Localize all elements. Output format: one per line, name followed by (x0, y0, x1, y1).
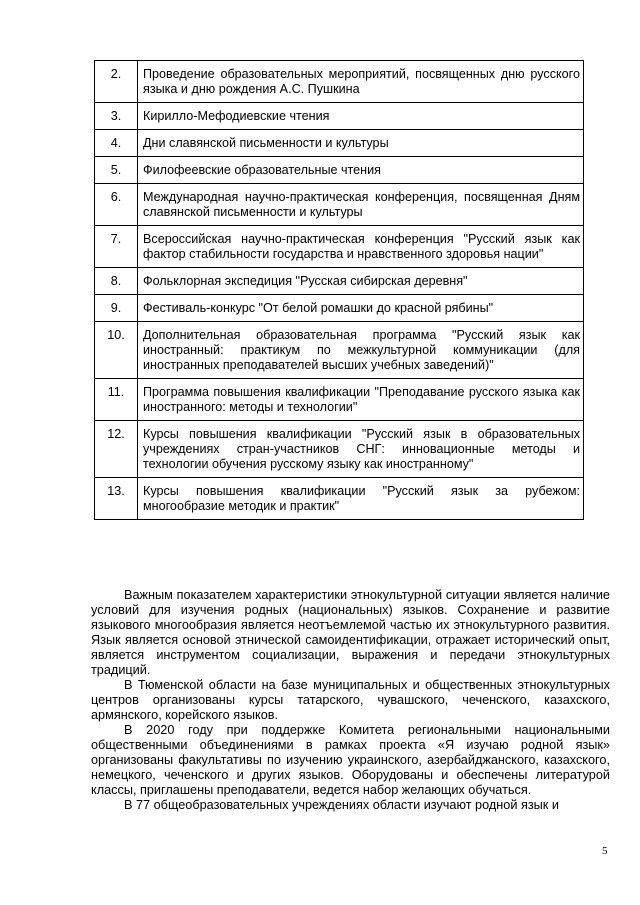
row-number: 10. (95, 322, 138, 379)
table-row (95, 184, 584, 226)
body-text (91, 588, 610, 813)
row-number: 7. (95, 226, 138, 268)
paragraph: В 2020 году при поддержке Комитета региональными национальными общественными объединениями в рамках проекта «Я изучаю родной язык» организованы факультативы по изучению украинского, азербайджанского, казахского, немецкого, чеченского и других языков. Оборудованы и обеспечены литературой классы, приглашены преподаватели, ведется набор желающих обучаться. (91, 723, 610, 797)
events-table (94, 60, 584, 520)
table-row (95, 268, 584, 295)
row-number: 6. (95, 184, 138, 226)
table-row (95, 130, 584, 157)
row-text: Курсы повышения квалификации "Русский язык за рубежом: многообразие методик и практик" (138, 478, 584, 520)
row-text: Международная научно-практическая конференция, посвященная Дням славянской письменности и культуры (138, 184, 584, 226)
paragraph: В Тюменской области на базе муниципальных и общественных этнокультурных центров организованы курсы татарского, чувашского, чеченского, казахского, армянского, корейского языков. (91, 678, 610, 722)
table-row (95, 421, 584, 478)
row-text: Кирилло-Мефодиевские чтения (138, 103, 584, 130)
paragraph: В 77 общеобразовательных учреждениях области изучают родной язык и (124, 798, 559, 812)
row-text: Курсы повышения квалификации "Русский язык в образовательных учреждениях стран-участников СНГ: инновационные методы и технологии обучения русскому языку как иностранному" (138, 421, 584, 478)
row-text: Программа повышения квалификации "Преподавание русского языка как иностранного: методы и технологии" (138, 379, 584, 421)
table-row (95, 226, 584, 268)
table-row (95, 379, 584, 421)
table-row (95, 295, 584, 322)
paragraph: Важным показателем характеристики этнокультурной ситуации является наличие условий для изучения родных (национальных) языков. Сохранение и развитие языкового многообразия является неотъемлемой частью их этнокультурного развития. Язык является основой этнической самоидентификации, отражает исторический опыт, является инструментом социализации, выражения и передачи этнокультурных традиций. (91, 588, 610, 677)
row-number: 4. (95, 130, 138, 157)
row-number: 3. (95, 103, 138, 130)
row-number: 13. (95, 478, 138, 520)
row-number: 8. (95, 268, 138, 295)
row-number: 9. (95, 295, 138, 322)
row-number: 2. (95, 61, 138, 103)
row-text: Фестиваль-конкурс "От белой ромашки до красной рябины" (138, 295, 584, 322)
table-row (95, 103, 584, 130)
row-text: Дни славянской письменности и культуры (138, 130, 584, 157)
page-number: 5 (602, 845, 608, 857)
row-text: Филофеевские образовательные чтения (138, 157, 584, 184)
row-text: Фольклорная экспедиция "Русская сибирская деревня" (138, 268, 584, 295)
table-row (95, 61, 584, 103)
table-row (95, 322, 584, 379)
row-number: 11. (95, 379, 138, 421)
table-row (95, 157, 584, 184)
row-text: Проведение образовательных мероприятий, посвященных дню русского языка и дню рождения А.С. Пушкина (138, 61, 584, 103)
table-row (95, 478, 584, 520)
row-number: 5. (95, 157, 138, 184)
row-text: Всероссийская научно-практическая конференция "Русский язык как фактор стабильности государства и нравственного здоровья нации" (138, 226, 584, 268)
row-number: 12. (95, 421, 138, 478)
row-text: Дополнительная образовательная программа "Русский язык как иностранный: практикум по межкультурной коммуникации (для иностранных преподавателей высших учебных заведений)" (138, 322, 584, 379)
